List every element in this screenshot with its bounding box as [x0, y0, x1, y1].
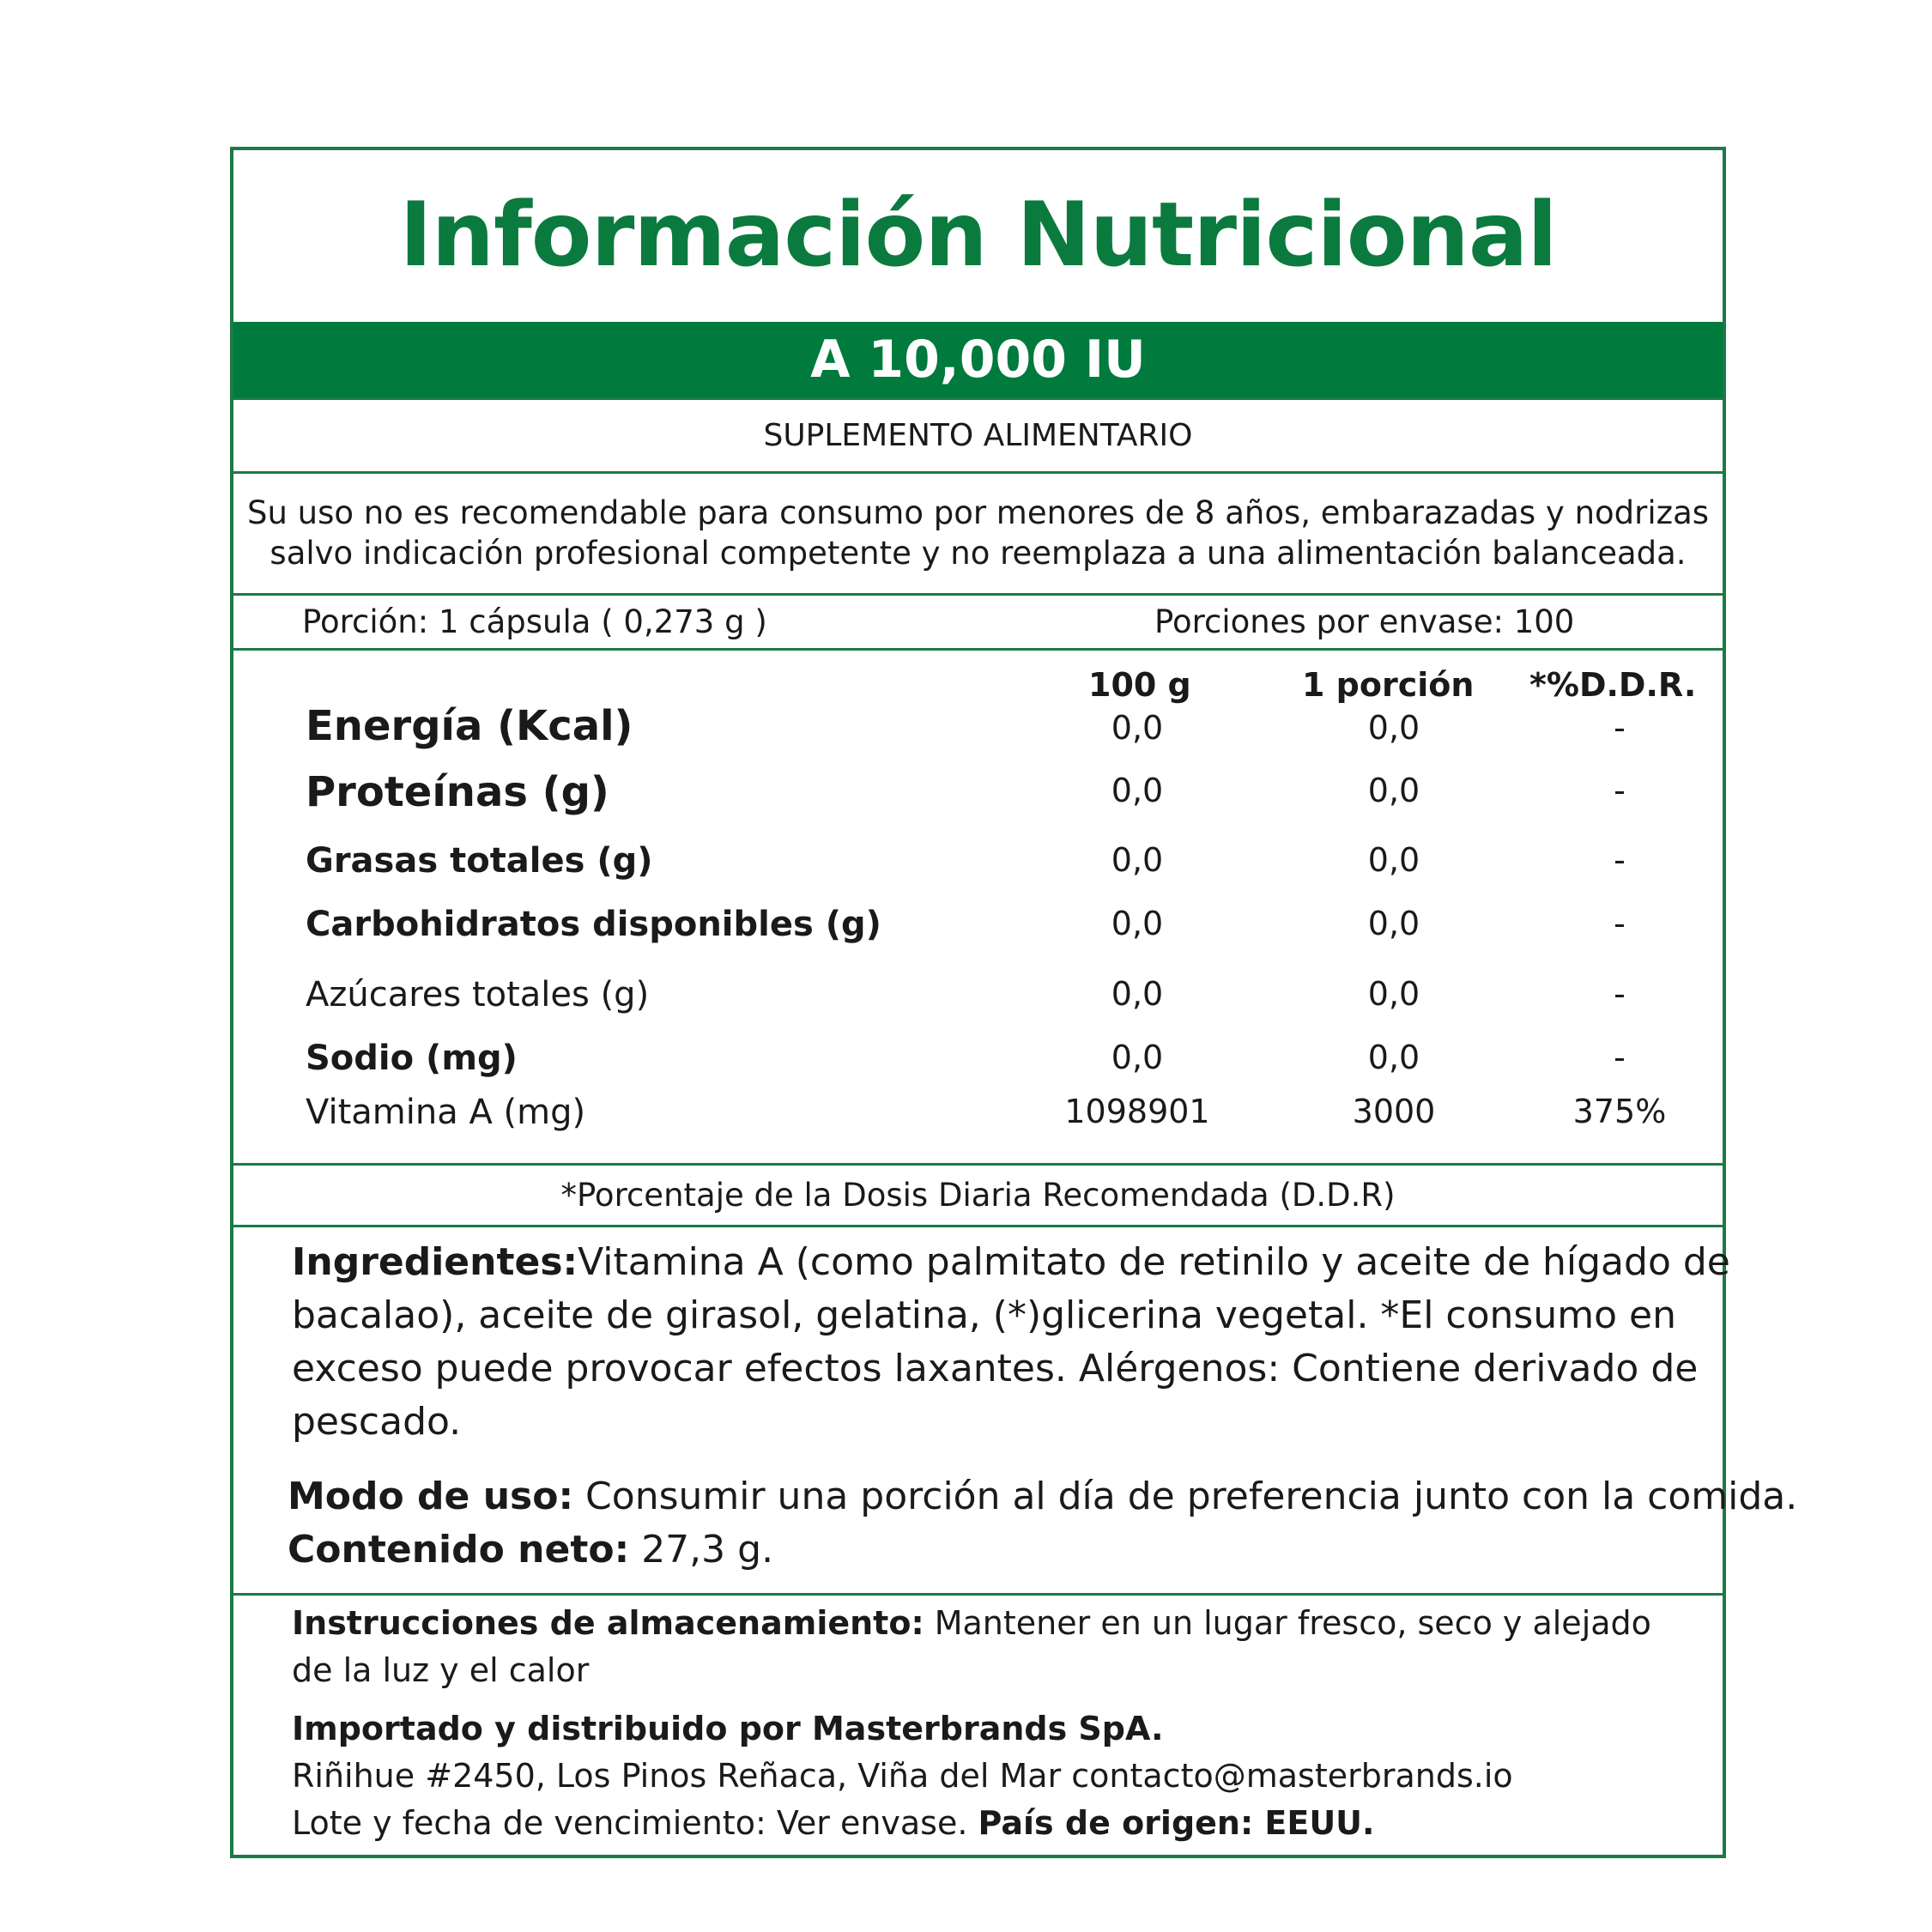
value-100g: 1098901 [1064, 1093, 1210, 1130]
storage-line [292, 1600, 1651, 1647]
importer-label: Importado y distribuido por Masterbrands SpA. [292, 1710, 1164, 1747]
value-100g: 0,0 [1111, 841, 1164, 879]
value-100g: 0,0 [1111, 905, 1164, 942]
storage-text: Mantener en un lugar fresco, seco y alejado [924, 1604, 1651, 1642]
value-100g: 0,0 [1111, 975, 1164, 1013]
nutrient-name: Azúcares totales (g) [306, 975, 650, 1014]
value-ddr: - [1614, 975, 1626, 1013]
value-100g: 0,0 [1111, 772, 1164, 809]
origin-text: País de origen: EEUU. [978, 1804, 1375, 1842]
ingredients-label: Ingredientes: [292, 1240, 578, 1284]
label-title: Información Nutricional [399, 184, 1557, 287]
usage-label: Modo de uso: [288, 1475, 574, 1518]
importer-address: Riñihue #2450, Los Pinos Reñaca, Viña del Mar contacto@masterbrands.io [292, 1757, 1513, 1795]
net-content-text: 27,3 g. [629, 1528, 774, 1572]
ingredients-line: bacalao), aceite de girasol, gelatina, (*)glicerina vegetal. *El consumo en [292, 1293, 1676, 1337]
usage-text: Consumir una porción al día de preferencia junto con la comida. [573, 1475, 1798, 1518]
storage-section [233, 1596, 1723, 1858]
lot-origin-line [292, 1800, 1374, 1847]
nutrient-name: Carbohidratos disponibles (g) [306, 905, 881, 944]
nutrient-name: Proteínas (g) [306, 768, 609, 816]
net-content-label: Contenido neto: [288, 1528, 630, 1572]
value-portion: 0,0 [1367, 1039, 1420, 1076]
value-portion: 0,0 [1367, 975, 1420, 1013]
serving-info [233, 595, 1723, 648]
warning-line: salvo indicación profesional competente y no reemplaza a una alimentación balanceada. [270, 535, 1687, 572]
product-band: A 10,000 IU [233, 322, 1723, 397]
storage-label: Instrucciones de almacenamiento: [292, 1604, 924, 1642]
value-100g: 0,0 [1111, 709, 1164, 747]
ddr-footnote: *Porcentaje de la Dosis Diaria Recomendada (D.D.R) [560, 1177, 1396, 1214]
col-header-ddr: *%D.D.R. [1529, 666, 1697, 704]
nutrient-name: Grasas totales (g) [306, 841, 653, 881]
ingredients-section [233, 1227, 1798, 1593]
ingredients-line: pescado. [292, 1400, 462, 1444]
value-portion: 0,0 [1367, 772, 1420, 809]
nutrition-table [233, 651, 1723, 1163]
servings-per-container: Porciones por envase: 100 [1154, 603, 1575, 640]
lot-text: Lote y fecha de vencimiento: Ver envase. [292, 1804, 978, 1842]
value-portion: 0,0 [1367, 841, 1420, 879]
col-header-100g: 100 g [1088, 666, 1191, 704]
value-portion: 3000 [1352, 1093, 1436, 1130]
storage-line: de la luz y el calor [292, 1651, 590, 1689]
nutrient-name: Energía (Kcal) [306, 702, 633, 750]
value-ddr: - [1614, 1039, 1626, 1076]
ingredients-line [292, 1236, 1730, 1289]
value-portion: 0,0 [1367, 905, 1420, 942]
value-ddr: - [1614, 709, 1626, 747]
ingredients-text: Vitamina A (como palmitato de retinilo y aceite de hígado de [578, 1240, 1730, 1284]
value-100g: 0,0 [1111, 1039, 1164, 1076]
usage-line [288, 1470, 1797, 1523]
warning-line: Su uso no es recomendable para consumo por menores de 8 años, embarazadas y nodrizas [246, 494, 1710, 531]
col-header-portion: 1 porción [1302, 666, 1475, 704]
value-ddr: - [1614, 905, 1626, 942]
importer-name [292, 1705, 1164, 1753]
nutrient-name: Vitamina A (mg) [306, 1093, 586, 1132]
nutrient-name: Sodio (mg) [306, 1039, 518, 1078]
ingredients-line: exceso puede provocar efectos laxantes. Alérgenos: Contiene derivado de [292, 1347, 1699, 1390]
warning-text [233, 473, 1723, 593]
product-type: SUPLEMENTO ALIMENTARIO [763, 417, 1193, 453]
net-content-line [288, 1523, 773, 1577]
nutrition-label [230, 147, 1798, 1858]
value-ddr: - [1614, 841, 1626, 879]
serving-size: Porción: 1 cápsula ( 0,273 g ) [302, 603, 767, 640]
value-ddr: - [1614, 772, 1626, 809]
value-portion: 0,0 [1367, 709, 1420, 747]
value-ddr: 375% [1572, 1093, 1667, 1130]
